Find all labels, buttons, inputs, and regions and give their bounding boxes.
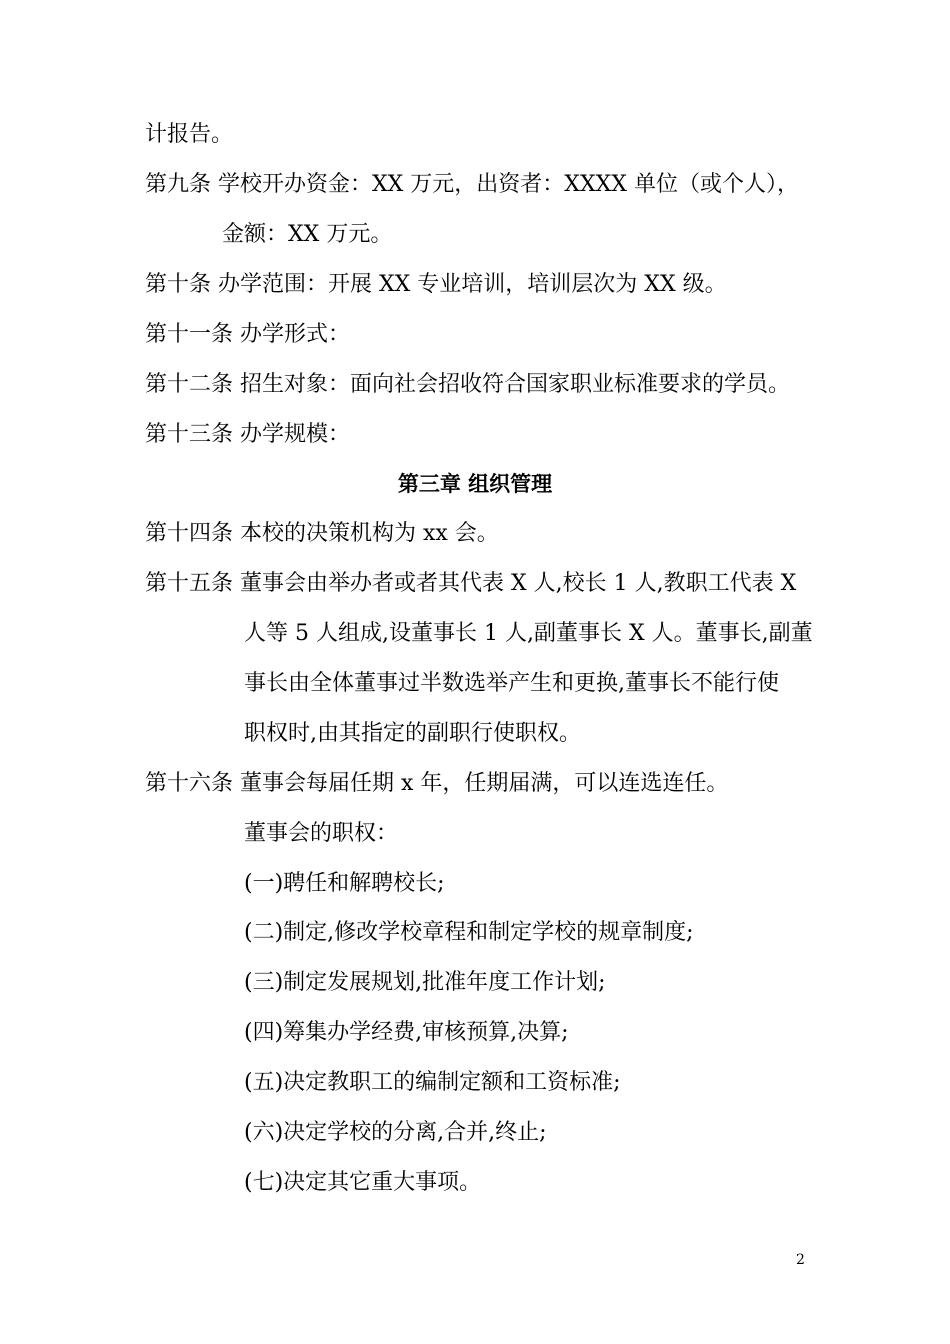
article-15: 第十五条 董事会由举办者或者其代表 X 人,校长 1 人,教职工代表 X	[145, 571, 797, 596]
article-9-continued: 金额：XX 万元。	[222, 222, 393, 247]
list-item: (七)决定其它重大事项。	[244, 1170, 482, 1195]
article-15-line-2: 人等 5 人组成,设董事长 1 人,副董事长 X 人。董事长,副董	[244, 621, 813, 646]
article-11: 第十一条 办学形式：	[145, 322, 350, 347]
article-15-line-4: 职权时,由其指定的副职行使职权。	[244, 721, 581, 746]
article-16: 第十六条 董事会每届任期 x 年，任期届满，可以连选连任。	[145, 771, 729, 796]
list-item: (一)聘任和解聘校长;	[244, 871, 445, 896]
list-item: (五)决定教职工的编制定额和工资标准;	[244, 1070, 621, 1095]
list-item: (三)制定发展规划,批准年度工作计划;	[244, 970, 606, 995]
text-line: 计报告。	[145, 122, 234, 147]
chapter-heading: 第三章 组织管理	[397, 472, 553, 496]
article-9: 第九条 学校开办资金：XX 万元，出资者：XXXX 单位（或个人），	[145, 172, 799, 197]
board-powers-title: 董事会的职权：	[244, 821, 399, 846]
article-15-line-3: 事长由全体董事过半数选举产生和更换,董事长不能行使	[244, 671, 779, 696]
page-number: 2	[796, 1252, 805, 1268]
article-10: 第十条 办学范围：开展 XX 专业培训，培训层次为 XX 级。	[145, 272, 727, 297]
list-item: (六)决定学校的分离,合并,终止;	[244, 1120, 547, 1145]
article-13: 第十三条 办学规模：	[145, 422, 350, 447]
list-item: (四)筹集办学经费,审核预算,决算;	[244, 1020, 569, 1045]
list-item: (二)制定,修改学校章程和制定学校的规章制度;	[244, 920, 694, 945]
article-12: 第十二条 招生对象：面向社会招收符合国家职业标准要求的学员。	[145, 372, 790, 397]
article-14: 第十四条 本校的决策机构为 xx 会。	[145, 521, 499, 546]
